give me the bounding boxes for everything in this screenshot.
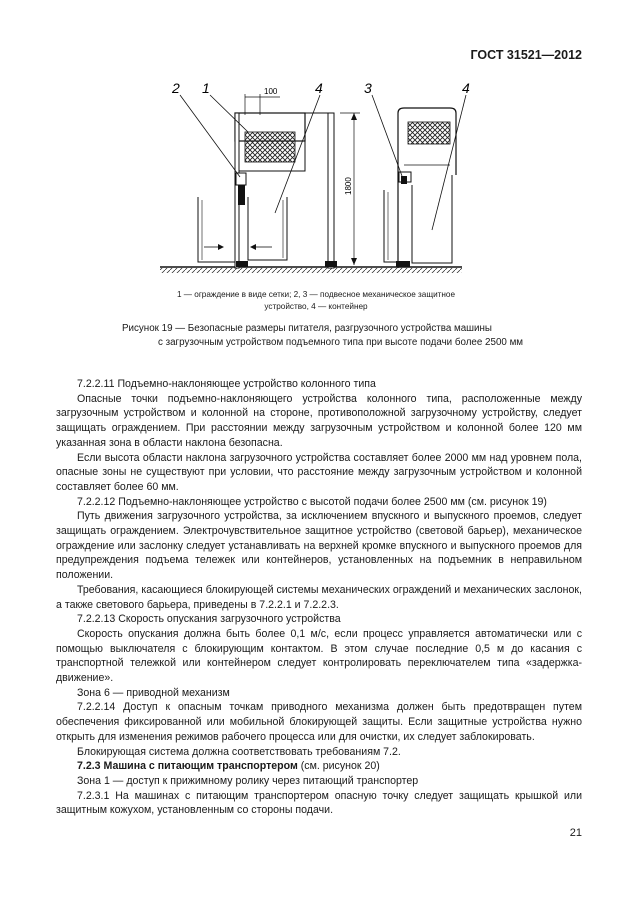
callout-3: 3 (364, 80, 372, 96)
clause-7-2-3-1: 7.2.3.1 На машинах с питающим транспортером опасную точку следует защищать крышкой или защитным кожухом, установленным со стороны подачи. (56, 789, 582, 817)
paragraph: Скорость опускания должна быть более 0,1 м/с, если процесс управляется автоматически или с помощью выключателя с блокирующим контактом. В этом случае последние 0,5 м до касания с транспортной тележкой или контейнером следует контролировать переключателем типа «задержка-движение». (56, 627, 582, 685)
standard-header: ГОСТ 31521—2012 (470, 48, 582, 62)
clause-7-2-2-13: 7.2.2.13 Скорость опускания загрузочного устройства (77, 613, 341, 626)
clause-7-2-3 (56, 759, 582, 774)
container-left-outer (198, 197, 237, 262)
paragraph: Путь движения загрузочного устройства, за исключением впускного и выпускного проемов, следует защищать ограждением. Электрочувствительное защитное устройство (световой барьер), механическое ограждение или заслонку следует устанавливать на верхней кромке впускного и выпускного проемов для предупреждения подъема тележек или контейнеров, установленных на подъемник в неправильном положении. (56, 510, 582, 582)
paragraph: Требования, касающиеся блокирующей системы механических ограждений и механических заслонок, а также светового барьера, приведены в 7.2.2.1 и 7.2.2.3. (56, 583, 582, 611)
callout-1: 1 (202, 80, 210, 96)
paragraph: Блокирующая система должна соответствовать требованиям 7.2. (77, 745, 401, 758)
figure-caption (122, 322, 532, 350)
caption-line-2: с загрузочным устройством подъемного типа при высоте подачи более 2500 мм (158, 337, 524, 348)
machine-right (384, 108, 456, 268)
page-number: 21 (569, 827, 582, 839)
body-text (56, 377, 582, 818)
dim-1800-label: 1800 (344, 177, 353, 195)
clause-7-2-2-11: 7.2.2.11 Подъемно-наклоняющее устройство колонного типа (77, 378, 376, 390)
paragraph: Опасные точки подъемно-наклоняющего устройства колонного типа, расположенные между загрузочным устройством и колонной на стороне, противоположной загрузочному устройству, следует защищать ограждением. При расстоянии между загрузочным устройством и колонной более 120 мм указанная зона в области наклона безопасна. (56, 392, 582, 449)
callout-4-right: 4 (462, 80, 470, 96)
figure-19-drawing (150, 80, 470, 290)
clause-7-2-3-ref: (см. рисунок 20) (297, 760, 380, 773)
zone-1-heading: Зона 1 — доступ к прижимному ролику через питающий транспортер (77, 774, 419, 787)
dim-100-label: 100 (264, 87, 278, 96)
zone-6-heading: Зона 6 — приводной механизм (77, 686, 230, 699)
clause-7-2-3-title: 7.2.3 Машина с питающим транспортером (77, 760, 298, 773)
callouts (171, 80, 470, 230)
caption-line-1: Рисунок 19 — Безопасные размеры питателя, разгрузочного устройства машины (122, 323, 492, 334)
callout-2: 2 (172, 80, 180, 96)
column (305, 113, 360, 268)
clause-7-2-2-12: 7.2.2.12 Подъемно-наклоняющее устройство с высотой подачи более 2500 мм (см. рисунок 19) (77, 495, 547, 508)
callout-4-left: 4 (315, 80, 323, 96)
figure-legend: 1 — ограждение в виде сетки; 2, 3 — подвесное механическое защитное устройство, 4 — контейнер (176, 290, 456, 311)
dimension-100 (245, 87, 280, 115)
clause-7-2-2-14: 7.2.2.14 Доступ к опасным точкам приводного механизма должен быть предотвращен путем обеспечения фиксированной или мобильной блокирующей защиты. Если защитные устройства нужно открыть для изменения режимов рабочего процесса или для очистки, их следует заблокировать. (56, 701, 582, 743)
paragraph: Если высота области наклона загрузочного устройства составляет более 2000 мм над уровнем пола, опасные зоны не существуют при условии, что расстояние между загрузочным устройством и колонной составляет более 60 мм. (56, 451, 582, 493)
machine-left (235, 113, 305, 268)
floor (160, 267, 462, 273)
